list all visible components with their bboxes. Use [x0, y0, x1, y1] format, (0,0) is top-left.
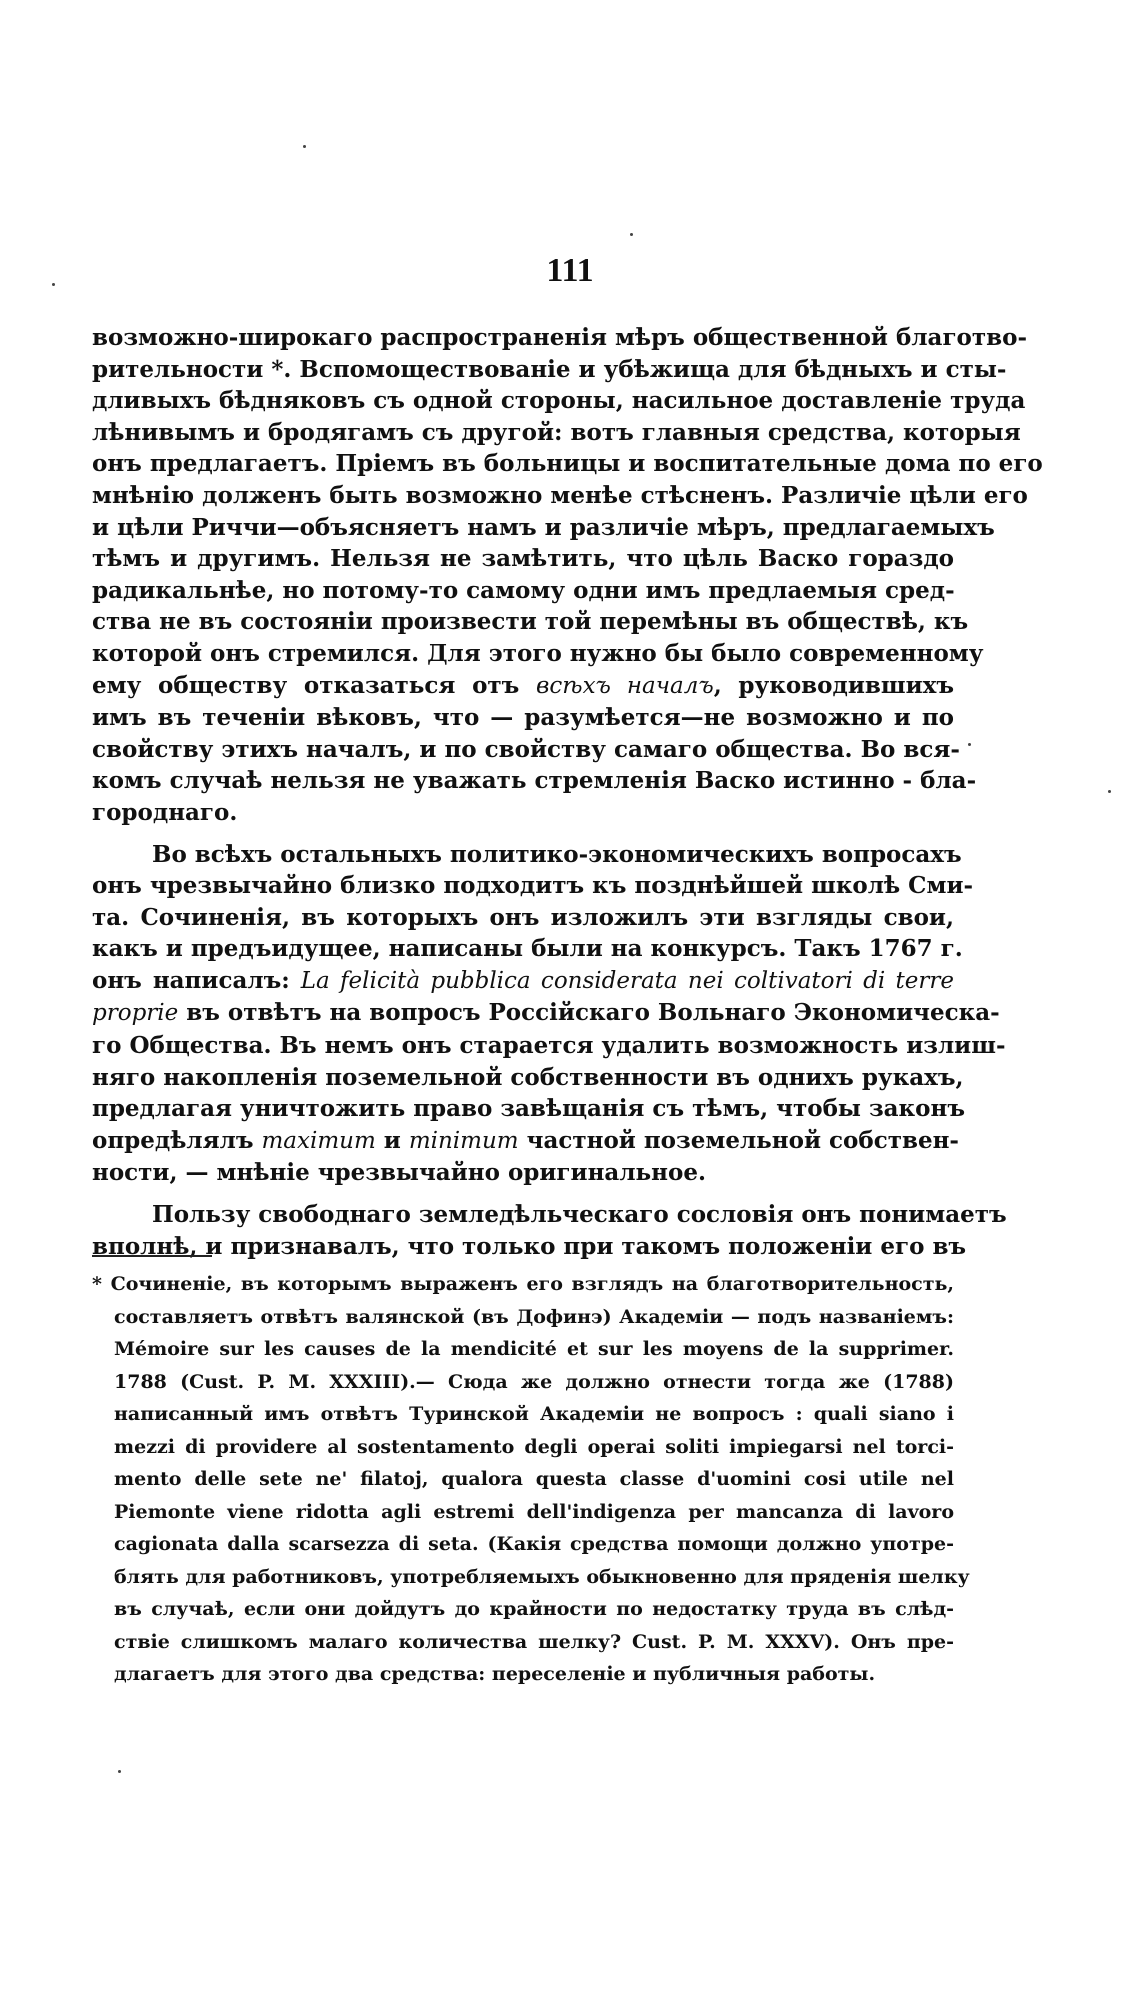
text-line: которой онъ стремился. Для этого нужно бы было современному	[92, 639, 984, 667]
footnote-line: блять для работниковъ, употребляемыхъ обыкновенно для пряденія шелку	[114, 1565, 970, 1588]
text-segment: и	[375, 1126, 409, 1154]
text-line: ности, — мнѣніе чрезвычайно оригинальное.	[92, 1159, 706, 1187]
text-line: го Общества. Въ немъ онъ старается удалить возможность излиш-	[92, 1032, 1006, 1060]
text-line	[92, 1125, 959, 1158]
text-line: онъ предлагаетъ. Пріемъ въ больницы и воспитательные дома по его	[92, 450, 1043, 478]
footnote-line: длагаетъ для этого два средства: переселеніе и публичныя работы.	[114, 1663, 876, 1685]
scan-speck	[1108, 790, 1111, 793]
main-text	[92, 322, 1043, 1262]
text-segment: ему обществу отказаться отъ	[92, 671, 537, 699]
text-line: Пользу свободнаго земледѣльческаго сословія онъ понимаетъ	[152, 1201, 1007, 1229]
italic-title: La felicità pubblica considerata nei coltivatori di terre	[300, 967, 954, 994]
footnote-line: въ случаѣ, если они дойдутъ до крайности по недостатку труда въ слѣд-	[114, 1598, 954, 1620]
text-segment: опредѣлялъ	[92, 1126, 262, 1154]
text-line: какъ и предъидущее, написаны были на конкурсъ. Такъ 1767 г.	[92, 935, 963, 963]
text-line	[92, 670, 954, 703]
text-line: имъ въ теченіи вѣковъ, что — разумѣется—не возможно и по	[92, 704, 954, 732]
text-line: рительности *. Вспомоществованіе и убѣжища для бѣдныхъ и сты-	[92, 355, 1007, 383]
footnote-line: mento delle sete ne' filatoj, qualora questa classe d'uomini cosi utile nel	[114, 1468, 954, 1490]
italic-term: maximum	[261, 1127, 376, 1154]
text-line: комъ случаѣ нельзя не уважать стремленія Васко истинно - бла-	[92, 767, 977, 795]
italic-phrase: всѣхъ началъ	[536, 672, 714, 699]
text-line: и цѣли Риччи—объясняетъ намъ и различіе мѣръ, предлагаемыхъ	[92, 513, 995, 541]
text-line: дливыхъ бѣдняковъ съ одной стороны, насильное доставленіе труда	[92, 387, 1026, 415]
scan-speck	[630, 233, 633, 236]
italic-term: minimum	[408, 1127, 519, 1154]
text-line: городнаго.	[92, 798, 238, 826]
text-line: няго накопленія поземельной собственности въ однихъ рукахъ,	[92, 1063, 964, 1091]
text-line: возможно-широкаго распространенія мѣръ общественной благотво-	[92, 324, 1027, 351]
footnote-line: Piemonte viene ridotta agli estremi dell'indigenza per mancanza di lavoro	[114, 1500, 954, 1523]
scan-speck	[118, 1770, 121, 1773]
text-line: мнѣнію долженъ быть возможно менѣе стѣсненъ. Различіе цѣли его	[92, 481, 1028, 509]
scan-speck	[52, 283, 55, 286]
text-line: предлагая уничтожить право завѣщанія съ тѣмъ, чтобы законъ	[92, 1095, 965, 1123]
footnote-line: ствіе слишкомъ малаго количества шелку? Cust. P. M. XXXV). Онъ пре-	[114, 1630, 954, 1653]
text-line: вполнѣ, и признавалъ, что только при такомъ положеніи его въ	[92, 1232, 967, 1260]
text-segment: , руководившихъ	[713, 671, 955, 699]
footnote	[92, 1268, 970, 1691]
scan-speck	[303, 145, 306, 148]
italic-title: proprie	[92, 1000, 179, 1027]
text-line: радикальнѣе, но потому-то самому одни имъ предлаемыя сред-	[92, 576, 955, 604]
text-line: тѣмъ и другимъ. Нельзя не замѣтить, что цѣль Васко гораздо	[92, 545, 954, 573]
footnote-line: * Сочиненіе, въ которымъ выраженъ его взглядъ на благотворительность,	[92, 1273, 954, 1295]
footnote-line: написанный имъ отвѣтъ Туринской Академіи не вопросъ : quali siano i	[114, 1403, 954, 1425]
text-line: Во всѣхъ остальныхъ политико-экономическихъ вопросахъ	[152, 840, 962, 868]
text-segment: онъ написалъ:	[92, 966, 301, 994]
footnote-line: 1788 (Cust. P. M. XXXIII).— Сюда же должно отнести тогда же (1788)	[114, 1370, 954, 1393]
text-line: свойству этихъ началъ, и по свойству самаго общества. Во вся-	[92, 735, 960, 763]
text-line: та. Сочиненія, въ которыхъ онъ изложилъ эти взгляды свои,	[92, 903, 954, 931]
footnote-line: составляетъ отвѣтъ валянской (въ Дофинэ) Академіи — подъ названіемъ:	[114, 1305, 954, 1328]
text-line	[92, 997, 1000, 1030]
text-segment: частной поземельной собствен-	[518, 1126, 959, 1154]
footnote-line: Mémoire sur les causes de la mendicité et sur les moyens de la supprimer.	[114, 1338, 954, 1360]
footnote-line: mezzi di providere al sostentamento degli operai soliti impiegarsi nel torci-	[114, 1435, 954, 1458]
footnote-line: cagionata dalla scarsezza di seta. (Какія средства помощи должно употре-	[114, 1533, 954, 1555]
text-line: лѣнивымъ и бродягамъ съ другой: вотъ главныя средства, которыя	[92, 418, 1021, 446]
footnote-rule	[92, 1255, 212, 1257]
text-segment: въ отвѣтъ на вопросъ Россійскаго Вольнаго Экономическа-	[178, 999, 1000, 1027]
text-line: ства не въ состояніи произвести той перемѣны въ обществѣ, къ	[92, 608, 969, 636]
page-number: 111	[546, 252, 594, 289]
scan-speck	[968, 743, 971, 746]
text-line	[92, 965, 954, 998]
text-line: онъ чрезвычайно близко подходитъ къ позднѣйшей школѣ Сми-	[92, 872, 974, 900]
